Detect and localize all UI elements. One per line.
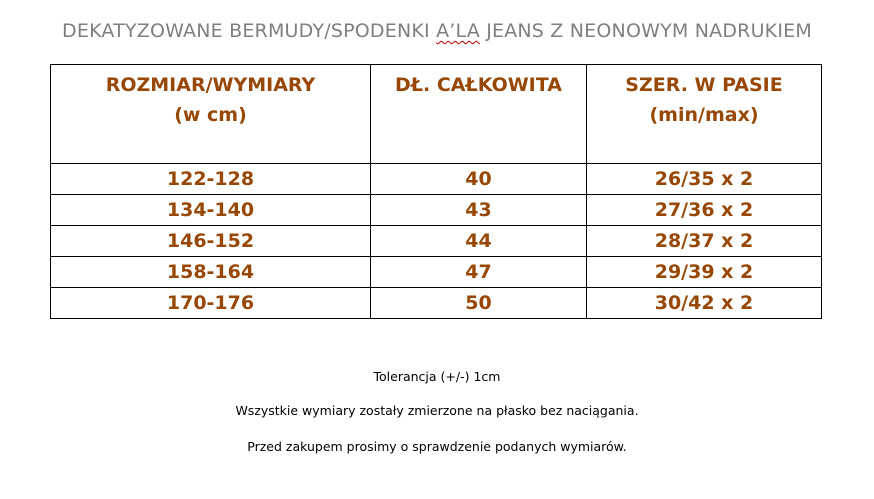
header-size	[51, 65, 371, 164]
header-size-line2: (w cm)	[174, 104, 247, 126]
cell-waist: 27/36 x 2	[587, 195, 822, 226]
table-row	[51, 195, 822, 226]
cell-size: 122-128	[51, 164, 371, 195]
table-row	[51, 288, 822, 319]
measurement-note: Wszystkie wymiary zostały zmierzone na płasko bez naciągania.	[235, 403, 639, 418]
cell-waist: 28/37 x 2	[587, 226, 822, 257]
table-header-row	[51, 65, 822, 164]
header-waist-line2: (min/max)	[649, 104, 759, 126]
cell-length: 44	[371, 226, 587, 257]
size-chart-table	[50, 64, 822, 319]
title-part-1: DEKATYZOWANE BERMUDY/SPODENKI	[62, 20, 437, 42]
cell-length: 40	[371, 164, 587, 195]
title-part-spellcheck: A’LA	[436, 20, 480, 42]
cell-waist: 29/39 x 2	[587, 257, 822, 288]
title-part-2: JEANS Z NEONOWYM NADRUKIEM	[479, 20, 812, 42]
cell-size: 158-164	[51, 257, 371, 288]
table-row	[51, 257, 822, 288]
cell-size: 170-176	[51, 288, 371, 319]
header-length-line1: DŁ. CAŁKOWITA	[395, 74, 562, 96]
header-waist-line1: SZER. W PASIE	[625, 74, 783, 96]
cell-waist: 26/35 x 2	[587, 164, 822, 195]
cell-length: 43	[371, 195, 587, 226]
cell-waist: 30/42 x 2	[587, 288, 822, 319]
page-title	[0, 20, 874, 42]
cell-length: 47	[371, 257, 587, 288]
cell-size: 146-152	[51, 226, 371, 257]
cell-length: 50	[371, 288, 587, 319]
table-row	[51, 226, 822, 257]
tolerance-note: Tolerancja (+/-) 1cm	[373, 369, 501, 384]
table-row	[51, 164, 822, 195]
cell-size: 134-140	[51, 195, 371, 226]
header-size-line1: ROZMIAR/WYMIARY	[105, 74, 316, 96]
header-length	[371, 65, 587, 164]
header-waist	[587, 65, 822, 164]
check-note: Przed zakupem prosimy o sprawdzenie podanych wymiarów.	[247, 439, 627, 454]
